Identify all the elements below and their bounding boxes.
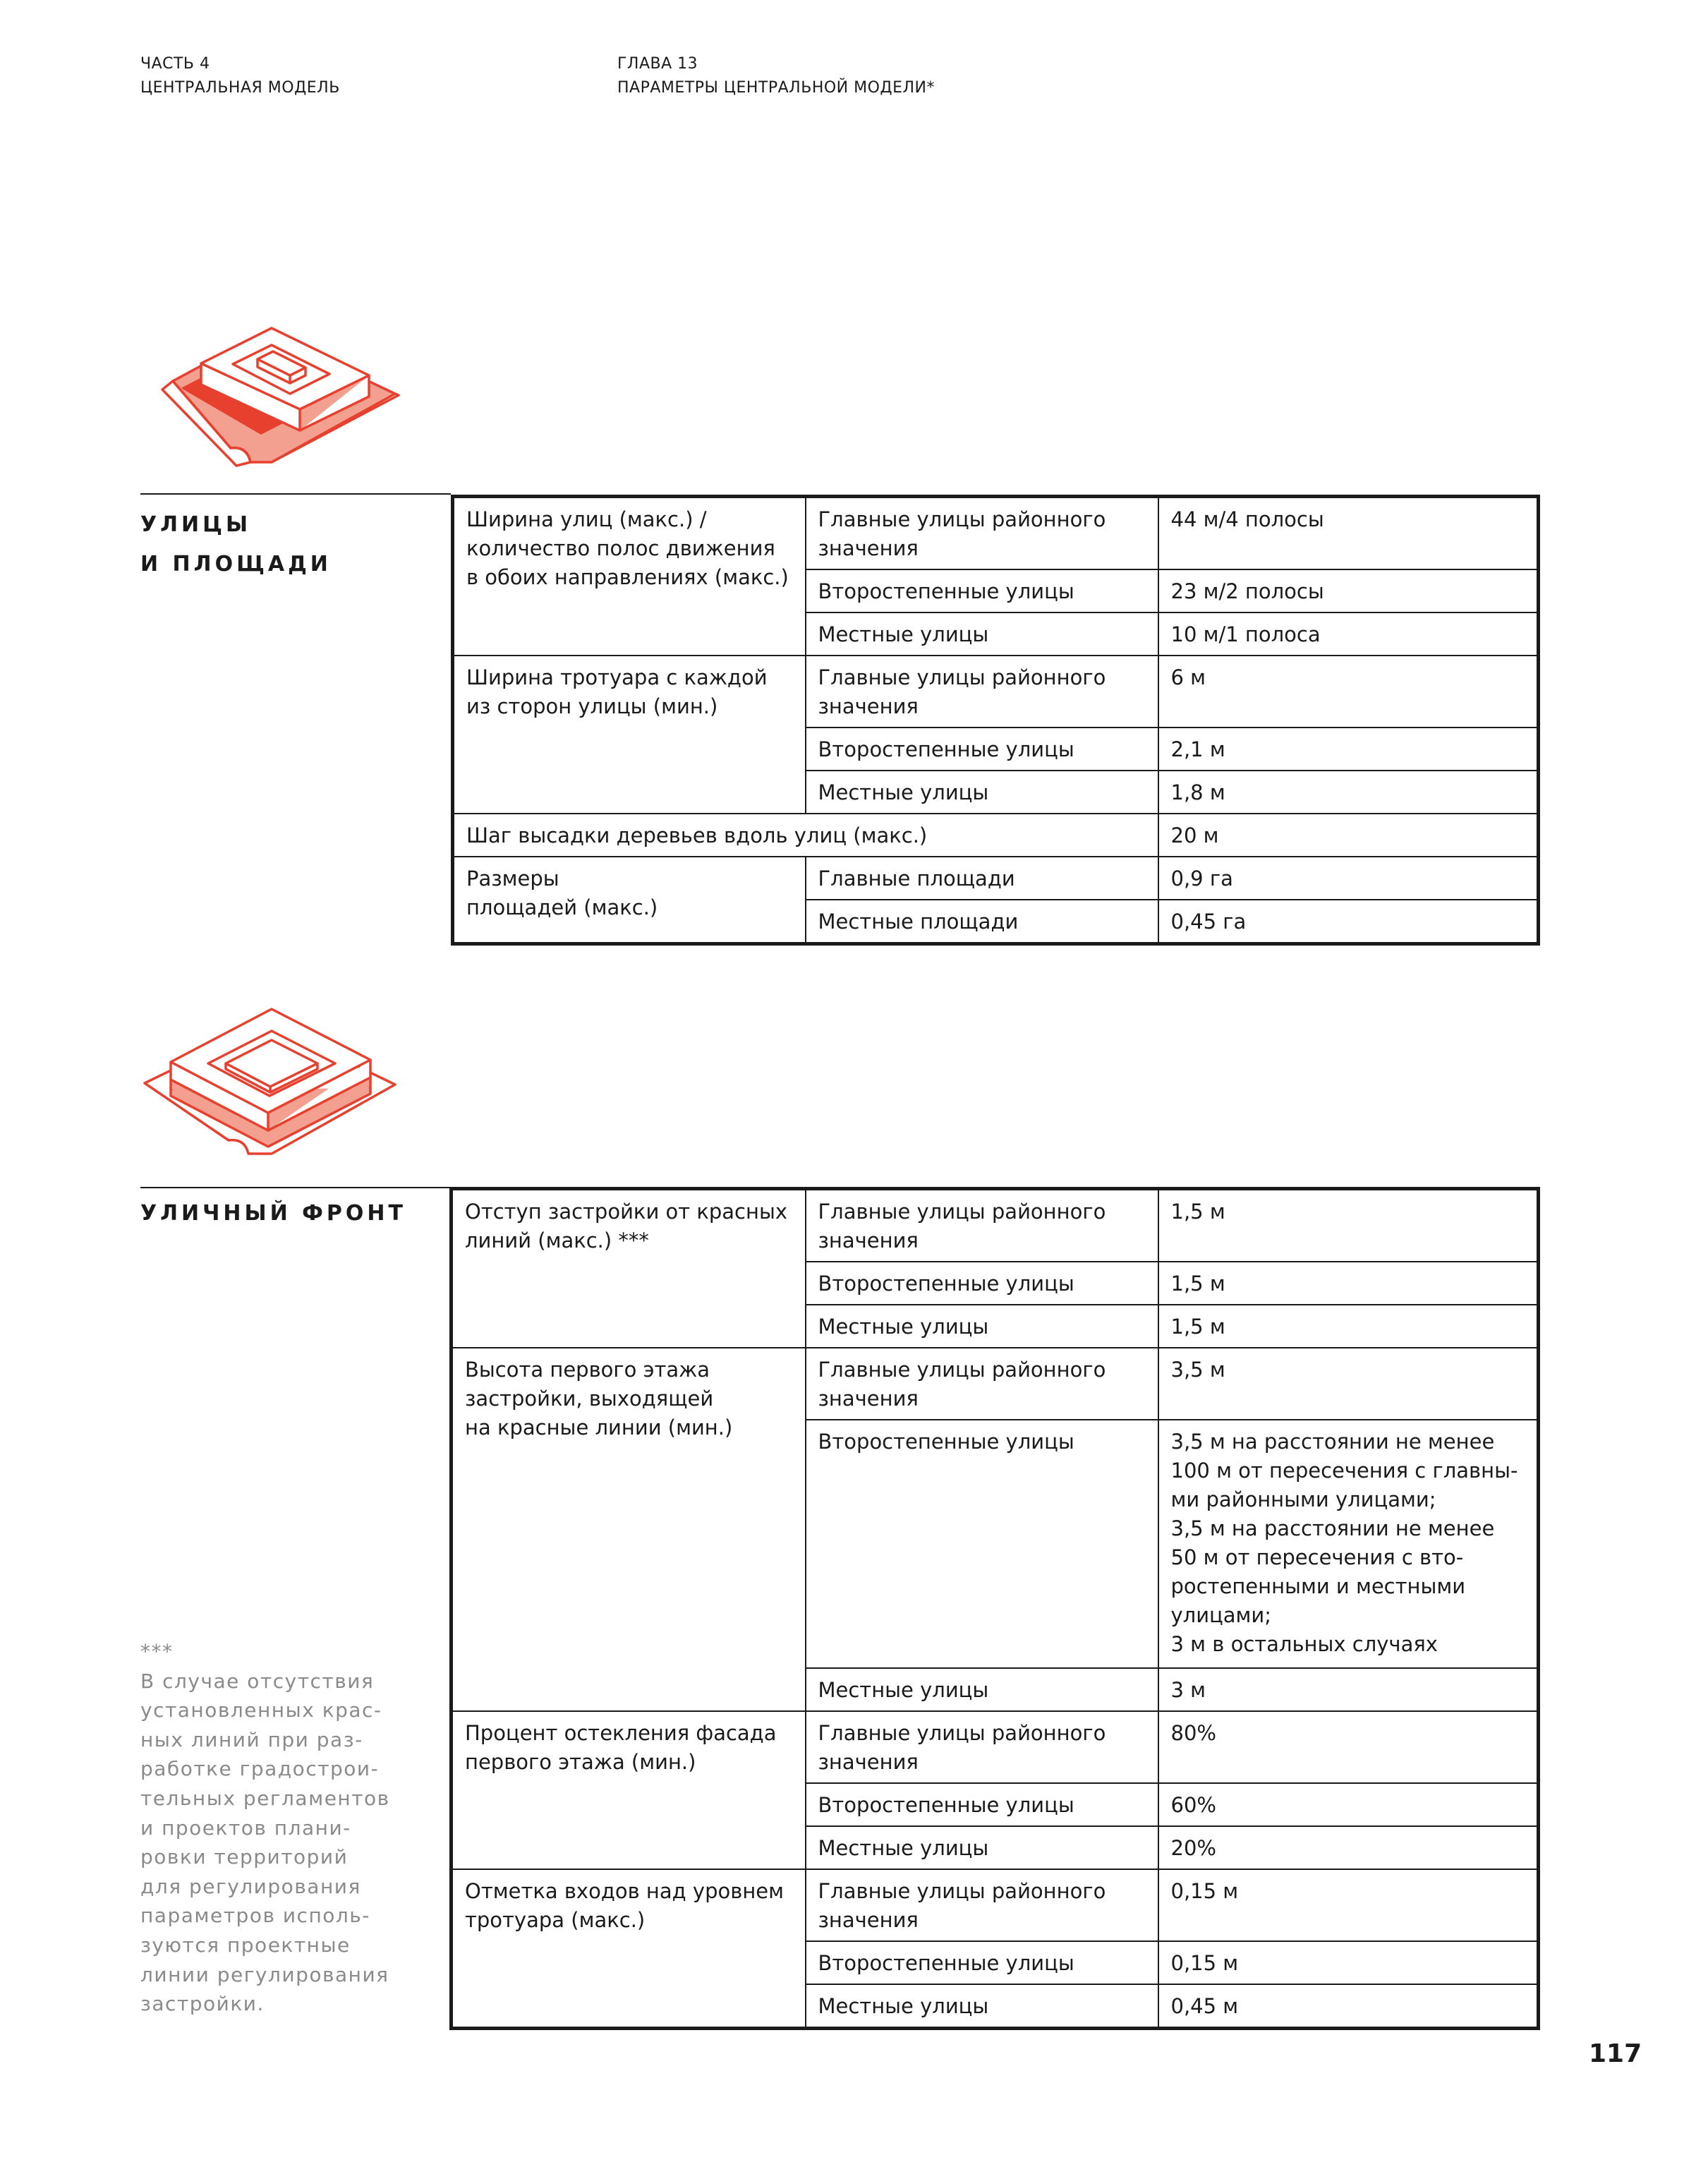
param-sub-cell: Местные улицы: [806, 612, 1158, 656]
param-sub-cell: Главные улицы районного значения: [806, 1189, 1158, 1262]
param-sub-cell: Главные улицы районного значения: [806, 497, 1158, 570]
table-row: [452, 1348, 1539, 1420]
footnote-mark: ***: [140, 1640, 174, 1663]
param-value-cell: 1,8 м: [1158, 771, 1539, 814]
param-value-cell: 3 м: [1158, 1668, 1539, 1711]
param-sub-cell: Второстепенные улицы: [806, 569, 1158, 612]
table-row: [453, 814, 1539, 857]
param-value-cell: 0,15 м: [1158, 1869, 1539, 1941]
section1-divider: [140, 493, 451, 495]
param-sub-cell: Главные улицы районного значения: [806, 656, 1158, 728]
param-group-cell: Отметка входов над уровнем тротуара (макс.): [452, 1869, 806, 2029]
chapter-title: ПАРАМЕТРЫ ЦЕНТРАЛЬНОЙ МОДЕЛИ*: [617, 79, 935, 97]
table-row: [452, 1189, 1539, 1262]
street-front-table: [449, 1187, 1540, 2030]
param-group-cell: Процент остекления фасада первого этажа (мин.): [452, 1711, 806, 1869]
param-sub-cell: Главные улицы районного значения: [806, 1348, 1158, 1420]
param-value-cell: 3,5 м: [1158, 1348, 1539, 1420]
param-value-cell: 23 м/2 полосы: [1158, 569, 1539, 612]
param-value-cell: 0,45 га: [1158, 900, 1539, 944]
param-sub-cell: Главные площади: [806, 857, 1158, 900]
part-label: ЧАСТЬ 4: [140, 55, 210, 73]
param-value-cell: 60%: [1158, 1783, 1539, 1826]
param-sub-cell: Главные улицы районного значения: [806, 1711, 1158, 1783]
param-value-cell: 80%: [1158, 1711, 1539, 1783]
param-value-cell: 44 м/4 полосы: [1158, 497, 1539, 570]
param-sub-cell: Местные улицы: [806, 1305, 1158, 1348]
param-sub-cell: Второстепенные улицы: [806, 728, 1158, 771]
running-header-part: [140, 52, 340, 100]
param-value-cell: 3,5 м на расстоянии не менее 100 м от пересечения с главны- ми районными улицами; 3,5 м на расстоянии не менее 50 м от пересечения с вто- ростепенными и местными улицами; 3 м в остальных случаях: [1158, 1420, 1539, 1668]
param-value-cell: 0,45 м: [1158, 1984, 1539, 2029]
table-row: [453, 497, 1539, 570]
section1-title: [140, 505, 332, 584]
param-value-cell: 1,5 м: [1158, 1189, 1539, 1262]
param-sub-cell: Местные улицы: [806, 1668, 1158, 1711]
param-value-cell: 10 м/1 полоса: [1158, 612, 1539, 656]
param-value-cell: 2,1 м: [1158, 728, 1539, 771]
running-header-chapter: [617, 52, 935, 100]
param-value-cell: 1,5 м: [1158, 1305, 1539, 1348]
param-value-cell: 20 м: [1158, 814, 1539, 857]
streets-squares-table: [451, 495, 1540, 946]
param-group-cell: Ширина улиц (макс.) / количество полос движения в обоих направлениях (макс.): [453, 497, 806, 656]
footnote: [140, 1637, 394, 2019]
param-sub-cell: Главные улицы районного значения: [806, 1869, 1158, 1941]
table-row: [452, 1869, 1539, 1941]
param-sub-cell: Местные площади: [806, 900, 1158, 944]
page-number: 117: [1589, 2039, 1642, 2068]
param-sub-cell: Второстепенные улицы: [806, 1783, 1158, 1826]
section1-title-line2: И ПЛОЩАДИ: [140, 552, 332, 577]
street-square-isometric-icon: [145, 289, 406, 476]
param-sub-cell: Второстепенные улицы: [806, 1262, 1158, 1305]
table-row: [453, 656, 1539, 728]
section2-divider: [140, 1187, 451, 1188]
param-group-cell: Ширина тротуара с каждой из сторон улицы (мин.): [453, 656, 806, 814]
section2-title: УЛИЧНЫЙ ФРОНТ: [140, 1201, 406, 1226]
chapter-label: ГЛАВА 13: [617, 55, 698, 73]
param-sub-cell: Второстепенные улицы: [806, 1941, 1158, 1984]
param-sub-cell: Местные улицы: [806, 1826, 1158, 1869]
param-value-cell: 1,5 м: [1158, 1262, 1539, 1305]
param-sub-cell: Местные улицы: [806, 771, 1158, 814]
param-group-cell: Размеры площадей (макс.): [453, 857, 806, 944]
param-value-cell: 0,9 га: [1158, 857, 1539, 900]
param-full-cell: Шаг высадки деревьев вдоль улиц (макс.): [453, 814, 1158, 857]
param-value-cell: 0,15 м: [1158, 1941, 1539, 1984]
street-front-isometric-icon: [141, 984, 402, 1175]
param-sub-cell: Местные улицы: [806, 1984, 1158, 2029]
param-value-cell: 20%: [1158, 1826, 1539, 1869]
section1-title-line1: УЛИЦЫ: [140, 512, 252, 537]
table-row: [453, 857, 1539, 900]
param-group-cell: Отступ застройки от красных линий (макс.) ***: [452, 1189, 806, 1348]
param-value-cell: 6 м: [1158, 656, 1539, 728]
param-group-cell: Высота первого этажа застройки, выходящей на красные линии (мин.): [452, 1348, 806, 1711]
table-row: [452, 1711, 1539, 1783]
param-sub-cell: Второстепенные улицы: [806, 1420, 1158, 1668]
footnote-text: В случае отсутствия установленных крас-ных линий при раз-работке градострои-тельных регламентов и проектов плани-ровки территорий для регулирования параметров исполь-зуются проектные линии регулирования застройки.: [140, 1669, 390, 2016]
part-title: ЦЕНТРАЛЬНАЯ МОДЕЛЬ: [140, 79, 340, 97]
